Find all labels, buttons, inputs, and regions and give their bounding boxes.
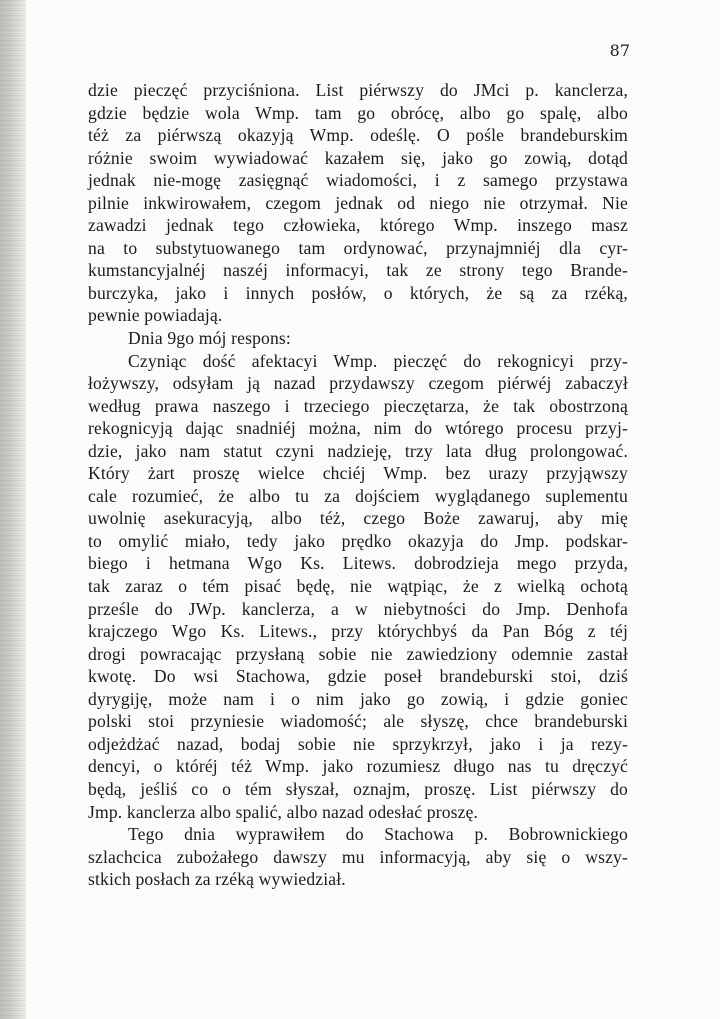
text-line: dzie pieczęć przyciśniona. List piérwszy do JMci p. kanclerza,	[88, 80, 628, 100]
text-line: Tego dnia wyprawiłem do Stachowa p. Bobrownickiego	[128, 824, 628, 845]
text-line: dyrygiję, może nam i o nim jako go zowią, i gdzie goniec	[88, 688, 628, 709]
text-line: gdzie będzie wola Wmp. tam go obrócę, albo go spalę, albo	[88, 102, 628, 123]
text-line: będą, jeśliś co o tém słyszał, oznajm, proszę. List piérwszy do	[88, 778, 628, 799]
text-line: burczyka, jako i innych posłów, o których, że są za rzéką,	[88, 282, 628, 303]
text-line: dencyi, o któréj téż Wmp. jako rozumiesz długo nas tu dręczyć	[88, 756, 628, 777]
page-number: 87	[609, 41, 630, 60]
text-line: rekognicyją dając snadniéj można, nim do wtórego procesu przyj-	[88, 418, 628, 439]
text-line: łożywszy, odsyłam ją nazad przydawszy czegom piérwéj zabaczył	[88, 373, 628, 394]
text-line: na to substytuowanego tam ordynować, przynajmniéj dla cyr-	[88, 237, 628, 258]
text-line: stkich posłach za rzéką wywiedział.	[88, 869, 346, 890]
text-line: kumstancyjalnéj naszéj informacyi, tak ze strony tego Brande-	[88, 260, 628, 281]
text-line: jednak nie-mogę zasięgnąć wiadomości, i z samego przystawa	[88, 170, 628, 191]
text-line: według prawa naszego i trzeciego pieczętarza, że tak obostrzoną	[88, 395, 628, 416]
text-line: pewnie powiadają.	[88, 305, 223, 326]
text-line: drogi powracając przysłaną sobie nie zawiedziony odemnie zastał	[88, 643, 628, 664]
text-line: Czyniąc dość afektacyi Wmp. pieczęć do rekognicyi przy-	[128, 350, 628, 371]
page-binding-edge	[0, 0, 26, 1019]
text-line: różnie swoim wywiadować kazałem się, jako go zowią, dotąd	[88, 147, 628, 168]
text-line: téż za piérwszą okazyją Wmp. odeślę. O pośle brandeburskim	[88, 125, 628, 146]
text-line: Który żart proszę wielce chciéj Wmp. bez urazy przyjąwszy	[88, 463, 628, 484]
text-line: odjeżdżać nazad, bodaj sobie nie sprzykrzył, jako i ja rezy-	[88, 733, 628, 754]
text-line: polski stoi przyniesie wiadomość; ale słyszę, chce brandeburski	[88, 711, 628, 732]
text-line: kwotę. Do wsi Stachowa, gdzie poseł brandeburski stoi, dziś	[88, 666, 628, 687]
text-line: pilnie inkwirowałem, czegom jednak od niego nie otrzymał. Nie	[88, 192, 628, 213]
body-text	[88, 79, 628, 891]
text-line: uwolnię asekuracyją, albo téż, czego Boże zawaruj, aby mię	[88, 508, 628, 529]
text-line: prześle do JWp. kanclerza, a w niebytności do Jmp. Denhofa	[88, 598, 628, 619]
text-line: szlachcica zubożałego dawszy mu informacyją, aby się o wszy-	[88, 846, 628, 867]
text-line: biego i hetmana Wgo Ks. Litews. dobrodzieja mego przyda,	[88, 553, 628, 574]
text-line: krajczego Wgo Ks. Litews., przy którychbyś da Pan Bóg z téj	[88, 621, 628, 642]
text-line: zawadzi jednak tego człowieka, którego Wmp. inszego masz	[88, 215, 628, 236]
text-line: tak zaraz o tém pisać będę, nie wątpiąc, że z wielką ochotą	[88, 576, 628, 597]
text-line: Dnia 9go mój respons:	[128, 328, 291, 349]
text-line: Jmp. kanclerza albo spalić, albo nazad odesłać proszę.	[88, 801, 479, 822]
text-line: cale rozumieć, że albo tu za dojściem wyglądanego suplementu	[88, 485, 628, 506]
text-line: to omylić miało, tedy jako prędko okazyja do Jmp. podskar-	[88, 530, 628, 551]
text-line: dzie, jako nam statut czyni nadzieję, trzy lata dług prolongować.	[88, 440, 628, 461]
